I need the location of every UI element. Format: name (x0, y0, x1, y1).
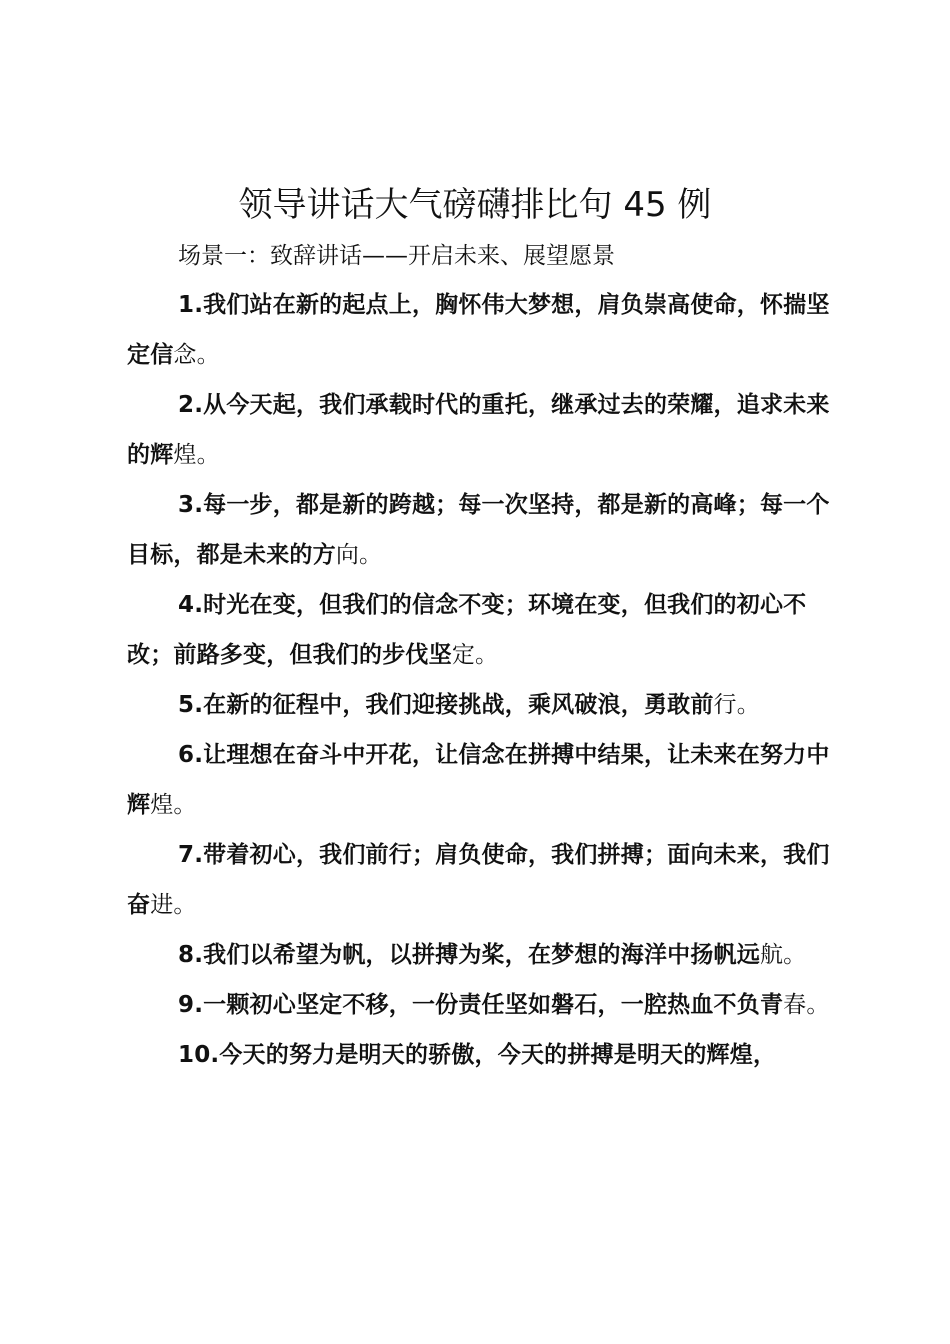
item-text: 8.我们以希望为帆，以拼搏为桨，在梦想的海洋中扬帆远 (178, 942, 760, 968)
item-text: 2.从今天起，我们承载时代的重托，继承过去的荣耀，追求未来的辉 (127, 392, 830, 468)
item-tail: 航。 (759, 942, 807, 968)
list-item (127, 980, 839, 1030)
item-text: 7.带着初心，我们前行；肩负使命，我们拼搏；面向未来，我们奋 (127, 842, 830, 918)
item-text: 3.每一步，都是新的跨越；每一次坚持，都是新的高峰；每一个目标，都是未来的方 (127, 492, 830, 568)
list-item (127, 280, 839, 380)
item-tail: 念。 (173, 342, 220, 368)
list-item (127, 380, 839, 480)
list-item (127, 480, 839, 580)
document-title: 领导讲话大气磅礴排比句 45 例 (238, 185, 712, 225)
scene-heading: 场景一：致辞讲话——开启未来、展望愿景 (178, 243, 615, 269)
item-text: 1.我们站在新的起点上，胸怀伟大梦想，肩负崇高使命，怀揣坚定信 (127, 292, 830, 368)
item-tail: 煌。 (150, 792, 197, 818)
list-item (127, 1030, 839, 1080)
item-text: 10.今天的努力是明天的骄傲，今天的拼搏是明天的辉煌， (178, 1042, 777, 1068)
item-tail: 进。 (150, 892, 197, 918)
item-text: 9.一颗初心坚定不移，一份责任坚如磐石，一腔热血不负青 (178, 992, 784, 1018)
item-text: 6.让理想在奋斗中开花，让信念在拼搏中结果，让未来在努力中辉 (127, 742, 830, 818)
list-item (127, 930, 839, 980)
list-item (127, 830, 839, 930)
list-item (127, 580, 839, 680)
item-text: 5.在新的征程中，我们迎接挑战，乘风破浪，勇敢前 (178, 692, 714, 718)
item-tail: 行。 (713, 692, 760, 718)
item-tail: 向。 (335, 542, 383, 568)
list-item (127, 730, 839, 830)
item-tail: 定。 (451, 642, 499, 668)
item-tail: 煌。 (173, 442, 220, 468)
item-text: 4.时光在变，但我们的信念不变；环境在变，但我们的初心不改；前路多变，但我们的步伐坚 (127, 592, 807, 668)
list-item (127, 680, 839, 730)
sentence-list (127, 280, 839, 1080)
item-tail: 春。 (783, 992, 830, 1018)
